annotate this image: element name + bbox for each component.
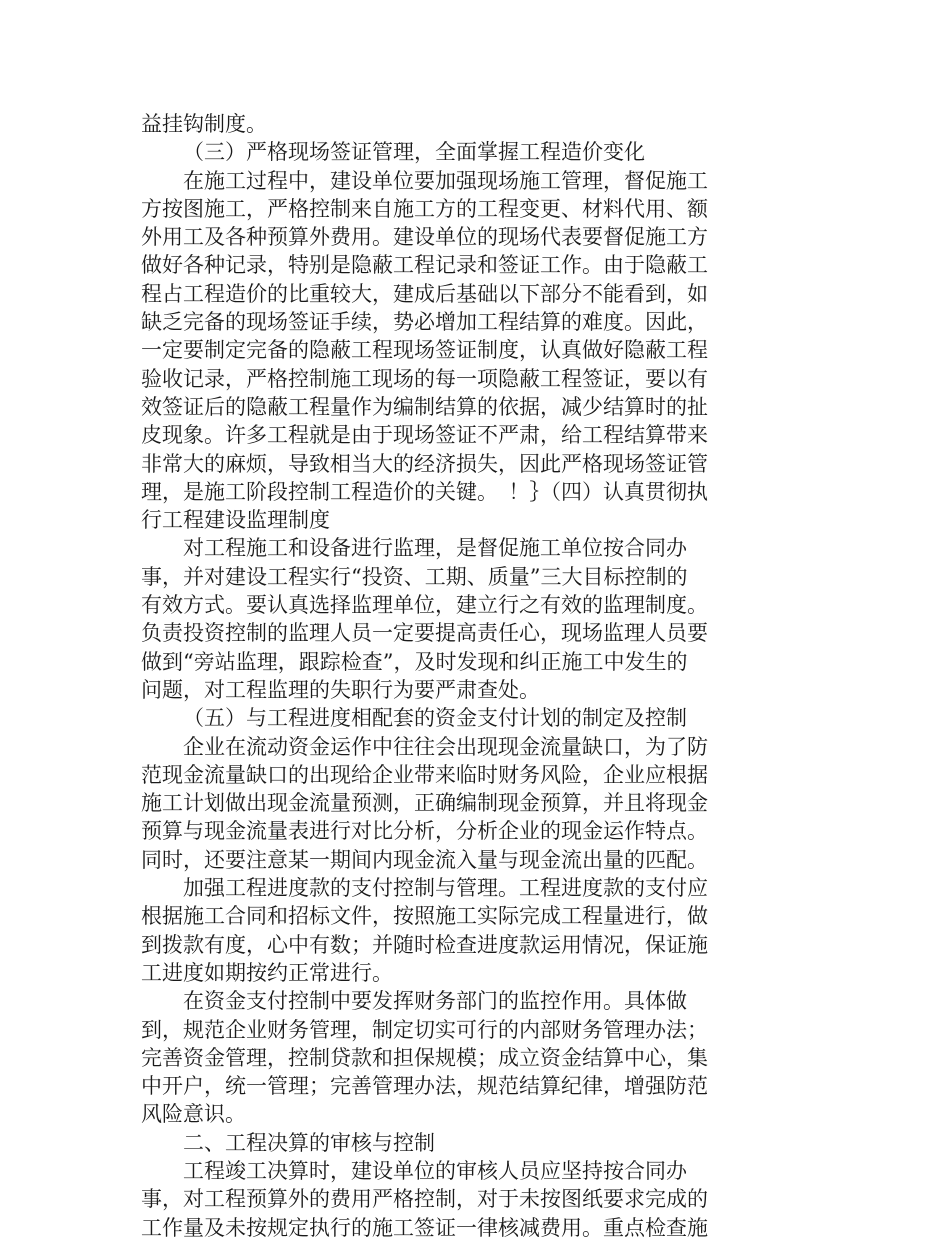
- text-line: 理，是施工阶段控制工程造价的关键。 ！｝（四）认真贯彻执: [141, 479, 708, 504]
- text-line: 皮现象。许多工程就是由于现场签证不严肃，给工程结算带来: [141, 423, 708, 448]
- text-line: 有效方式。要认真选择监理单位，建立行之有效的监理制度。: [141, 593, 708, 618]
- text-line: 缺乏完备的现场签证手续，势必增加工程结算的难度。因此，: [141, 310, 708, 335]
- text-line: （三）严格现场签证管理，全面掌握工程造价变化: [183, 140, 645, 165]
- text-line: 事，对工程预算外的费用严格控制，对于未按图纸要求完成的: [141, 1187, 708, 1212]
- text-line: 非常大的麻烦，导致相当大的经济损失，因此严格现场签证管: [141, 451, 708, 476]
- text-line: 到拨款有度，心中有数；并随时检查进度款运用情况，保证施: [141, 932, 708, 957]
- text-line: 在资金支付控制中要发挥财务部门的监控作用。具体做: [183, 989, 687, 1014]
- text-line: 工作量及未按规定执行的施工签证一律核减费用。重点检查施: [141, 1215, 708, 1240]
- text-line: 加强工程进度款的支付控制与管理。工程进度款的支付应: [183, 876, 708, 901]
- text-line: 对工程施工和设备进行监理，是督促施工单位按合同办: [183, 536, 687, 561]
- text-line: 二、工程决算的审核与控制: [183, 1130, 435, 1155]
- text-line: 中开户，统一管理；完善管理办法，规范结算纪律，增强防范: [141, 1074, 708, 1099]
- text-line: 完善资金管理，控制贷款和担保规模；成立资金结算中心，集: [141, 1045, 708, 1070]
- text-line: 验收记录，严格控制施工现场的每一项隐蔽工程签证，要以有: [141, 366, 708, 391]
- text-line: 范现金流量缺口的出现给企业带来临时财务风险，企业应根据: [141, 762, 708, 787]
- text-line: 程占工程造价的比重较大，建成后基础以下部分不能看到，如: [141, 281, 708, 306]
- text-line: 企业在流动资金运作中往往会出现现金流量缺口，为了防: [183, 734, 708, 759]
- text-line: 行工程建设监理制度: [141, 508, 330, 533]
- text-line: 同时，还要注意某一期间内现金流入量与现金流出量的匹配。: [141, 847, 708, 872]
- text-line: 到，规范企业财务管理，制定切实可行的内部财务管理办法；: [141, 1017, 708, 1042]
- text-line: 预算与现金流量表进行对比分析，分析企业的现金运作特点。: [141, 819, 708, 844]
- text-line: （五）与工程进度相配套的资金支付计划的制定及控制: [183, 706, 687, 731]
- text-line: 工进度如期按约正常进行。: [141, 960, 393, 985]
- text-line: 效签证后的隐蔽工程量作为编制结算的依据，减少结算时的扯: [141, 394, 708, 419]
- text-line: 方按图施工，严格控制来自施工方的工程变更、材料代用、额: [141, 196, 708, 221]
- text-line: 一定要制定完备的隐蔽工程现场签证制度，认真做好隐蔽工程: [141, 338, 708, 363]
- text-line: 在施工过程中，建设单位要加强现场施工管理，督促施工: [183, 168, 708, 193]
- text-line: 风险意识。: [141, 1102, 246, 1127]
- text-line: 负责投资控制的监理人员一定要提高责任心，现场监理人员要: [141, 621, 708, 646]
- text-line: 根据施工合同和招标文件，按照施工实际完成工程量进行，做: [141, 904, 708, 929]
- text-line: 工程竣工决算时，建设单位的审核人员应坚持按合同办: [183, 1158, 687, 1183]
- text-line: 益挂钩制度。: [141, 112, 267, 136]
- text-line: 做到“旁站监理，跟踪检查”，及时发现和纠正施工中发生的: [141, 649, 688, 674]
- text-line: 施工计划做出现金流量预测，正确编制现金预算，并且将现金: [141, 791, 708, 816]
- text-line: 外用工及各种预算外费用。建设单位的现场代表要督促施工方: [141, 225, 708, 250]
- text-line: 事，并对建设工程实行“投资、工期、质量”三大目标控制的: [141, 564, 688, 589]
- document-body: [141, 110, 741, 1242]
- text-line: 问题，对工程监理的失职行为要严肃查处。: [141, 677, 540, 702]
- text-line: 做好各种记录，特别是隐蔽工程记录和签证工作。由于隐蔽工: [141, 253, 708, 278]
